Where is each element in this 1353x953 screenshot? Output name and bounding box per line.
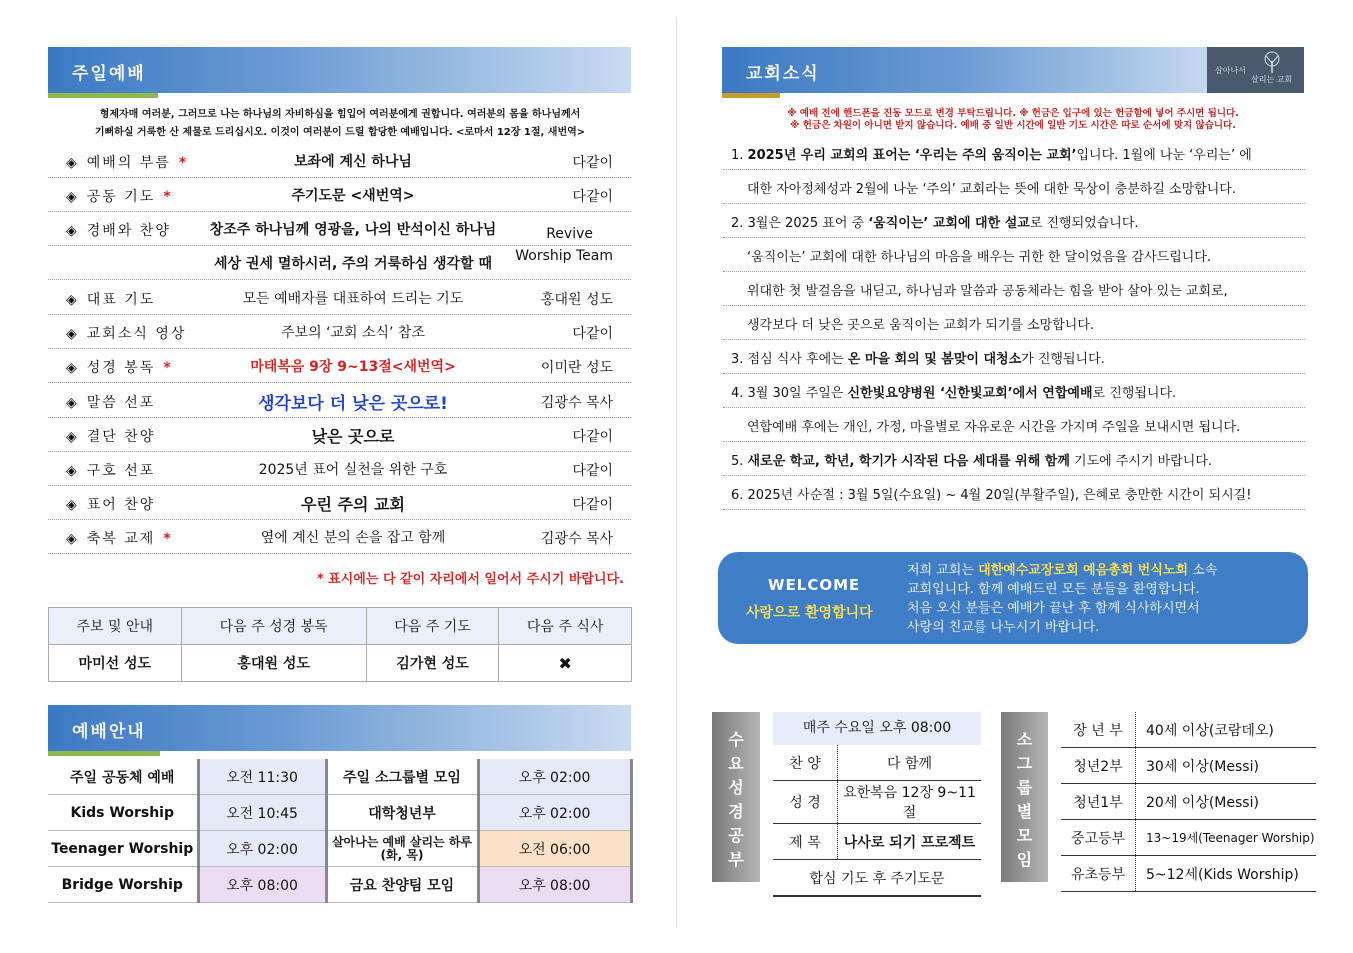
duty-value: 홍대원 성도 [181,645,366,682]
order-row [48,246,631,280]
order-row [48,144,631,178]
news-item: 연합예배 후에는 개인, 가정, 마을별로 자유로운 시간을 가지며 주일을 보내시면 됩니다. [723,408,1305,442]
news-item: 1. 2025년 우리 교회의 표어는 ‘우리는 주의 움직이는 교회’입니다. 1월에 나눈 ‘우리는’ 에 [723,136,1305,170]
stand-star: * [178,155,187,171]
wednesday-row: 제 목 나사로 되기 프로젝트 [773,824,981,860]
worship-header [48,47,631,98]
schedule-row [48,795,631,831]
news-item: 5. 새로운 학교, 학년, 학기가 시작된 다음 세대를 위해 함께 기도에 주시기 바랍니다. [723,442,1305,476]
order-row [48,486,631,520]
news-title: 교회소식 [746,64,820,84]
church-logo: 살아나서 살리는 교회 [1207,47,1304,93]
order-row [48,212,631,246]
wednesday-table [773,745,981,897]
small-group-row: 청년2부 30세 이상(Messi) [1061,748,1316,784]
order-leader: 다같이 [572,155,613,171]
schedule-time: 오후 08:00 [198,867,326,903]
schedule-title: 예배안내 [72,722,146,742]
order-row [48,315,631,349]
order-leader: Revive [546,226,593,242]
schedule-time: 오전 11:30 [198,759,326,795]
order-label: ◈ 예배의 부름 * [66,155,187,171]
news-item: 6. 2025년 사순절 : 3월 5일(수요일) ~ 4월 20일(부활주일), 은혜로 충만한 시간이 되시길! [723,476,1305,510]
stand-star: * [163,360,171,376]
order-label: ◈ 성경 봉독 * [66,360,171,376]
wednesday-row: 성 경 요한복음 12장 9~11절 [773,781,981,824]
order-leader: 이미란 성도 [540,360,613,376]
news-item: 대한 자아정체성과 2월에 나눈 ‘주의’ 교회라는 뜻에 대한 묵상이 충분하길 소망합니다. [723,170,1305,204]
order-row [48,349,631,383]
diamond-bullet-icon: ◈ [66,531,77,547]
small-group-row: 유초등부 5~12세(Kids Worship) [1061,856,1316,892]
schedule-table [48,759,633,903]
schedule-name: Teenager Worship [48,831,198,867]
order-leader: 김광수 목사 [540,531,613,547]
notice-line-2: ※ 헌금은 차원이 아니면 받지 않습니다. 예배 중 일반 시간에 일반 기도 시간은 따로 순서에 맞지 않습니다. [790,120,1236,131]
notice [723,108,1303,132]
schedule-name: Bridge Worship [48,867,198,903]
news-item: 2. 3월은 2025 표어 중 ‘움직이는’ 교회에 대한 설교로 진행되었습니다. [723,204,1305,238]
schedule-name: 살아나는 예배 살리는 하루 (화, 목) [326,831,478,867]
order-label: ◈ 경배와 찬양 [66,223,171,239]
stand-note: * 표시에는 다 같이 자리에서 일어서 주시기 바랍니다. [316,572,624,587]
order-label: ◈ 공동 기도 * [66,189,171,205]
order-row [48,384,631,418]
page-divider [676,18,677,928]
welcome-text: 저희 교회는 대한예수교장로회 예음총회 번식노회 소속 교회입니다. 함께 예배드린 모든 분들을 환영합니다. 처음 오신 분들은 예배가 끝난 후 함께 식사하시면서 사랑의 친교를 나누시기 바랍니다. [907,563,1218,635]
schedule-time: 오후 02:00 [478,759,631,795]
small-group-table [1061,712,1316,892]
schedule-name: 대학청년부 [326,795,478,831]
order-row [48,452,631,486]
diamond-bullet-icon: ◈ [66,223,77,239]
wednesday-time: 매주 수요일 오후 08:00 [773,712,981,745]
order-content: 낮은 곳으로 [311,427,395,446]
intro-line-1: 형제자매 여러분, 그러므로 나는 하나님의 자비하심을 힘입어 여러분에게 권합니다. 여러분의 몸을 하나님께서 [99,109,581,120]
wednesday-row: 찬 양 다 함께 [773,745,981,781]
order-content: 보좌에 계신 하나님 [294,154,412,170]
diamond-bullet-icon: ◈ [66,360,77,376]
order-content: 마태복음 9장 9~13절<새번역> [250,359,456,375]
diamond-bullet-icon: ◈ [66,189,77,205]
news-item: 위대한 첫 발걸음을 내딛고, 하나님과 말씀과 공동체라는 힘을 받아 살아 있는 교회로, [723,272,1305,306]
diamond-bullet-icon: ◈ [66,395,77,411]
news-item: 생각보다 더 낮은 곳으로 움직이는 교회가 되기를 소망합니다. [723,306,1305,340]
stand-star: * [163,189,171,205]
order-content: 모든 예배자를 대표하여 드리는 기도 [242,291,464,307]
order-leader: 다같이 [572,189,613,205]
schedule-time: 오후 08:00 [478,867,631,903]
news-item: 4. 3월 30일 주일은 신한빛요양병원 ‘신한빛교회’에서 연합예배로 진행됩니다. [723,374,1305,408]
order-row [48,418,631,452]
worship-title: 주일예배 [72,64,146,84]
order-row [48,281,631,315]
worship-intro [60,106,620,142]
diamond-bullet-icon: ◈ [66,429,77,445]
intro-line-2: 기뻐하실 거룩한 산 제물로 드리십시오. 이것이 여러분이 드릴 합당한 예배입니다. <로마서 12장 1절, 새번역> [94,127,586,138]
news-header [722,47,1304,98]
diamond-bullet-icon: ◈ [66,292,77,308]
order-leader: 다같이 [572,497,613,513]
schedule-time: 오전 06:00 [478,831,631,867]
duty-value: 김가현 성도 [366,645,499,682]
order-label: ◈ 축복 교제 * [66,531,171,547]
schedule-name: 주일 공동체 예배 [48,759,198,795]
order-label: ◈ 구호 선포 [66,463,156,479]
duty-header: 다음 주 기도 [366,608,499,645]
order-leader: 다같이 [572,463,613,479]
order-leader: Worship Team [515,248,613,264]
schedule-time: 오후 02:00 [478,795,631,831]
order-label: ◈ 교회소식 영상 [66,326,187,342]
duty-table [48,607,632,682]
schedule-name: Kids Worship [48,795,198,831]
schedule-row [48,831,631,867]
schedule-row [48,867,631,903]
duty-header: 주보 및 안내 [49,608,182,645]
order-leader: 다같이 [572,429,613,445]
diamond-bullet-icon: ◈ [66,497,77,513]
notice-line-1: ※ 예배 전에 핸드폰을 진동 모드로 변경 부탁드립니다. ※ 헌금은 입구에 있는 헌금함에 넣어 주시면 됩니다. [787,108,1239,119]
news-item: 3. 점심 식사 후에는 온 마을 회의 및 봄맞이 대청소가 진행됩니다. [723,340,1305,374]
order-label: ◈ 말씀 선포 [66,395,156,411]
order-content: 창조주 하나님께 영광을, 나의 반석이신 하나님 [209,222,497,238]
news-item: ‘움직이는’ 교회에 대한 하나님의 마음을 배우는 귀한 한 달이었음을 감사드립니다. [723,238,1305,272]
duty-value: ✖ [499,645,632,682]
schedule-name: 주일 소그룹별 모임 [326,759,478,795]
small-group-row: 청년1부 20세 이상(Messi) [1061,784,1316,820]
duty-header: 다음 주 성경 봉독 [181,608,366,645]
schedule-time: 오전 10:45 [198,795,326,831]
order-content: 옆에 계신 분의 손을 잡고 함께 [260,530,446,546]
order-content: 세상 권세 멸하시러, 주의 거룩하심 생각할 때 [214,256,492,272]
stand-star: * [163,531,171,547]
diamond-bullet-icon: ◈ [66,326,77,342]
schedule-header [48,705,631,756]
welcome-subtitle: 사랑으로 환영합니다 [746,605,873,621]
diamond-bullet-icon: ◈ [66,463,77,479]
order-content: 생각보다 더 낮은 곳으로! [258,394,448,414]
order-content: 우린 주의 교회 [301,495,405,514]
schedule-row [48,759,631,795]
tree-icon [1257,51,1287,73]
order-row [48,178,631,212]
order-leader: 다같이 [572,326,613,342]
order-content: 주보의 ‘교회 소식’ 참조 [281,325,425,341]
order-leader: 김광수 목사 [540,395,613,411]
welcome-title: WELCOME [768,576,861,594]
order-row [48,520,631,554]
order-content: 주기도문 <새번역> [291,188,415,204]
schedule-name: 금요 찬양팀 모임 [326,867,478,903]
order-label: ◈ 결단 찬양 [66,429,156,445]
order-label: ◈ 표어 찬양 [66,497,156,513]
schedule-time: 오후 02:00 [198,831,326,867]
duty-header: 다음 주 식사 [499,608,632,645]
small-group-label: 소 그 룹 별 모 임 [1001,712,1048,882]
small-group-row: 장 년 부 40세 이상(코람데오) [1061,712,1316,748]
welcome-banner [718,552,1308,644]
wednesday-label: 수 요 성 경 공 부 [712,712,760,882]
order-label: ◈ 대표 기도 [66,292,156,308]
wednesday-closing: 합심 기도 후 주기도문 [773,860,981,897]
duty-value: 마미선 성도 [49,645,182,682]
diamond-bullet-icon: ◈ [66,155,77,171]
order-leader: 홍대원 성도 [540,292,613,308]
order-content: 2025년 표어 실천을 위한 구호 [258,462,448,478]
small-group-row: 중고등부 13~19세(Teenager Worship) [1061,820,1316,856]
